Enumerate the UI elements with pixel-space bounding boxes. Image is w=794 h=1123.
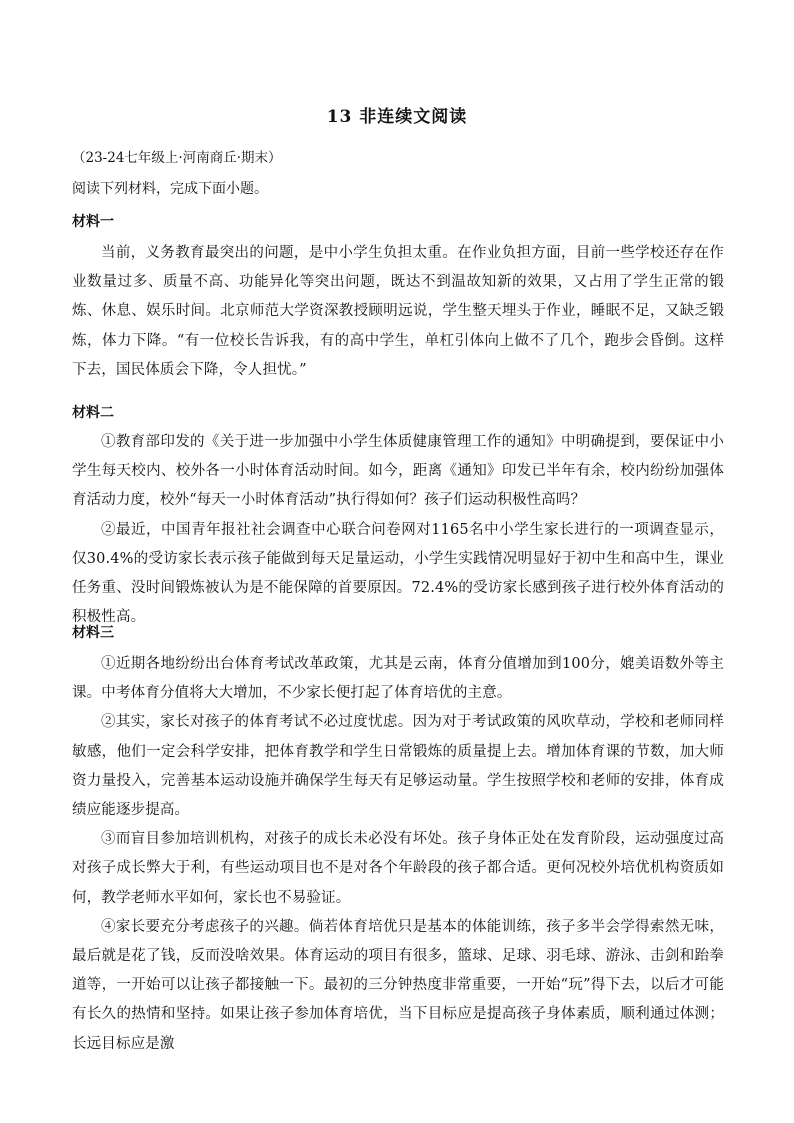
- material-3-paragraph-1: ①近期各地纷纷出台体育考试改革政策，尤其是云南，体育分值增加到100分，媲美语数外等主课。中考体育分值将大大增加，不少家长便打起了体育培优的主意。: [72, 656, 724, 702]
- material-2-paragraph-1: ①教育部印发的《关于进一步加强中小学生体质健康管理工作的通知》中明确提到，要保证中小学生每天校内、校外各一小时体育活动时间。如今，距离《通知》印发已半年有余，校内纷纷加强体育活动力度，校外“每天一小时体育活动”执行得如何？孩子们运动积极性高吗？: [72, 434, 724, 509]
- material-2-body: [72, 428, 724, 632]
- material-3-paragraph-2: ②其实，家长对孩子的体育考试不必过度忧虑。因为对于考试政策的风吹草动，学校和老师同样敏感，他们一定会科学安排，把体育教学和学生日常锻炼的质量提上去。增加体育课的节数，加大师资力量投入，完善基本运动设施并确保学生每天有足够运动量。学生按照学校和老师的安排，体育成绩应能逐步提高。: [72, 714, 724, 819]
- material-3-heading: 材料三: [72, 625, 114, 641]
- material-1-body: [72, 239, 724, 385]
- material-1-paragraph: 当前，义务教育最突出的问题，是中小学生负担太重。在作业负担方面，目前一些学校还存在作业数量过多、质量不高、功能异化等突出问题，既达不到温故知新的效果，又占用了学生正常的锻炼、休息、娱乐时间。北京师范大学资深教授顾明远说，学生整天埋头于作业，睡眠不足，又缺乏锻炼，体力下降。“有一位校长告诉我，有的高中学生，单杠引体向上做不了几个，跑步会昏倒。这样下去，国民体质会下降，令人担忧。”: [72, 245, 724, 378]
- material-2-heading: 材料二: [72, 405, 114, 421]
- question-source: （23-24七年级上·河南商丘·期末）: [72, 150, 282, 166]
- page-title: 13 非连续文阅读: [326, 107, 468, 127]
- material-3-body: [72, 650, 724, 1059]
- material-3-paragraph-4: ④家长要充分考虑孩子的兴趣。倘若体育培优只是基本的体能训练，孩子多半会学得索然无味，最后就是花了钱，反而没啥效果。体育运动的项目有很多，篮球、足球、羽毛球、游泳、击剑和跆拳道等，一开始可以让孩子都接触一下。最初的三分钟热度非常重要，一开始“玩”得下去，以后才可能有长久的热情和坚持。如果让孩子参加体育培优，当下目标应是提高孩子身体素质，顺利通过体测；长远目标应是激: [72, 918, 724, 1052]
- instruction-text: 阅读下列材料，完成下面小题。: [72, 181, 268, 197]
- material-3-paragraph-3: ③而盲目参加培训机构，对孩子的成长未必没有坏处。孩子身体正处在发育阶段，运动强度过高对孩子成长弊大于利，有些运动项目也不是对各个年龄段的孩子都合适。更何况校外培优机构资质如何，教学老师水平如何，家长也不易验证。: [72, 831, 724, 906]
- material-2-paragraph-2: ②最近，中国青年报社社会调查中心联合问卷网对1165名中小学生家长进行的一项调查显示，仅30.4%的受访家长表示孩子能做到每天足量运动，小学生实践情况明显好于初中生和高中生，课业任务重、没时间锻炼被认为是不能保障的首要原因。72.4%的受访家长感到孩子进行校外体育活动的积极性高。: [72, 521, 724, 626]
- material-1-heading: 材料一: [72, 214, 114, 230]
